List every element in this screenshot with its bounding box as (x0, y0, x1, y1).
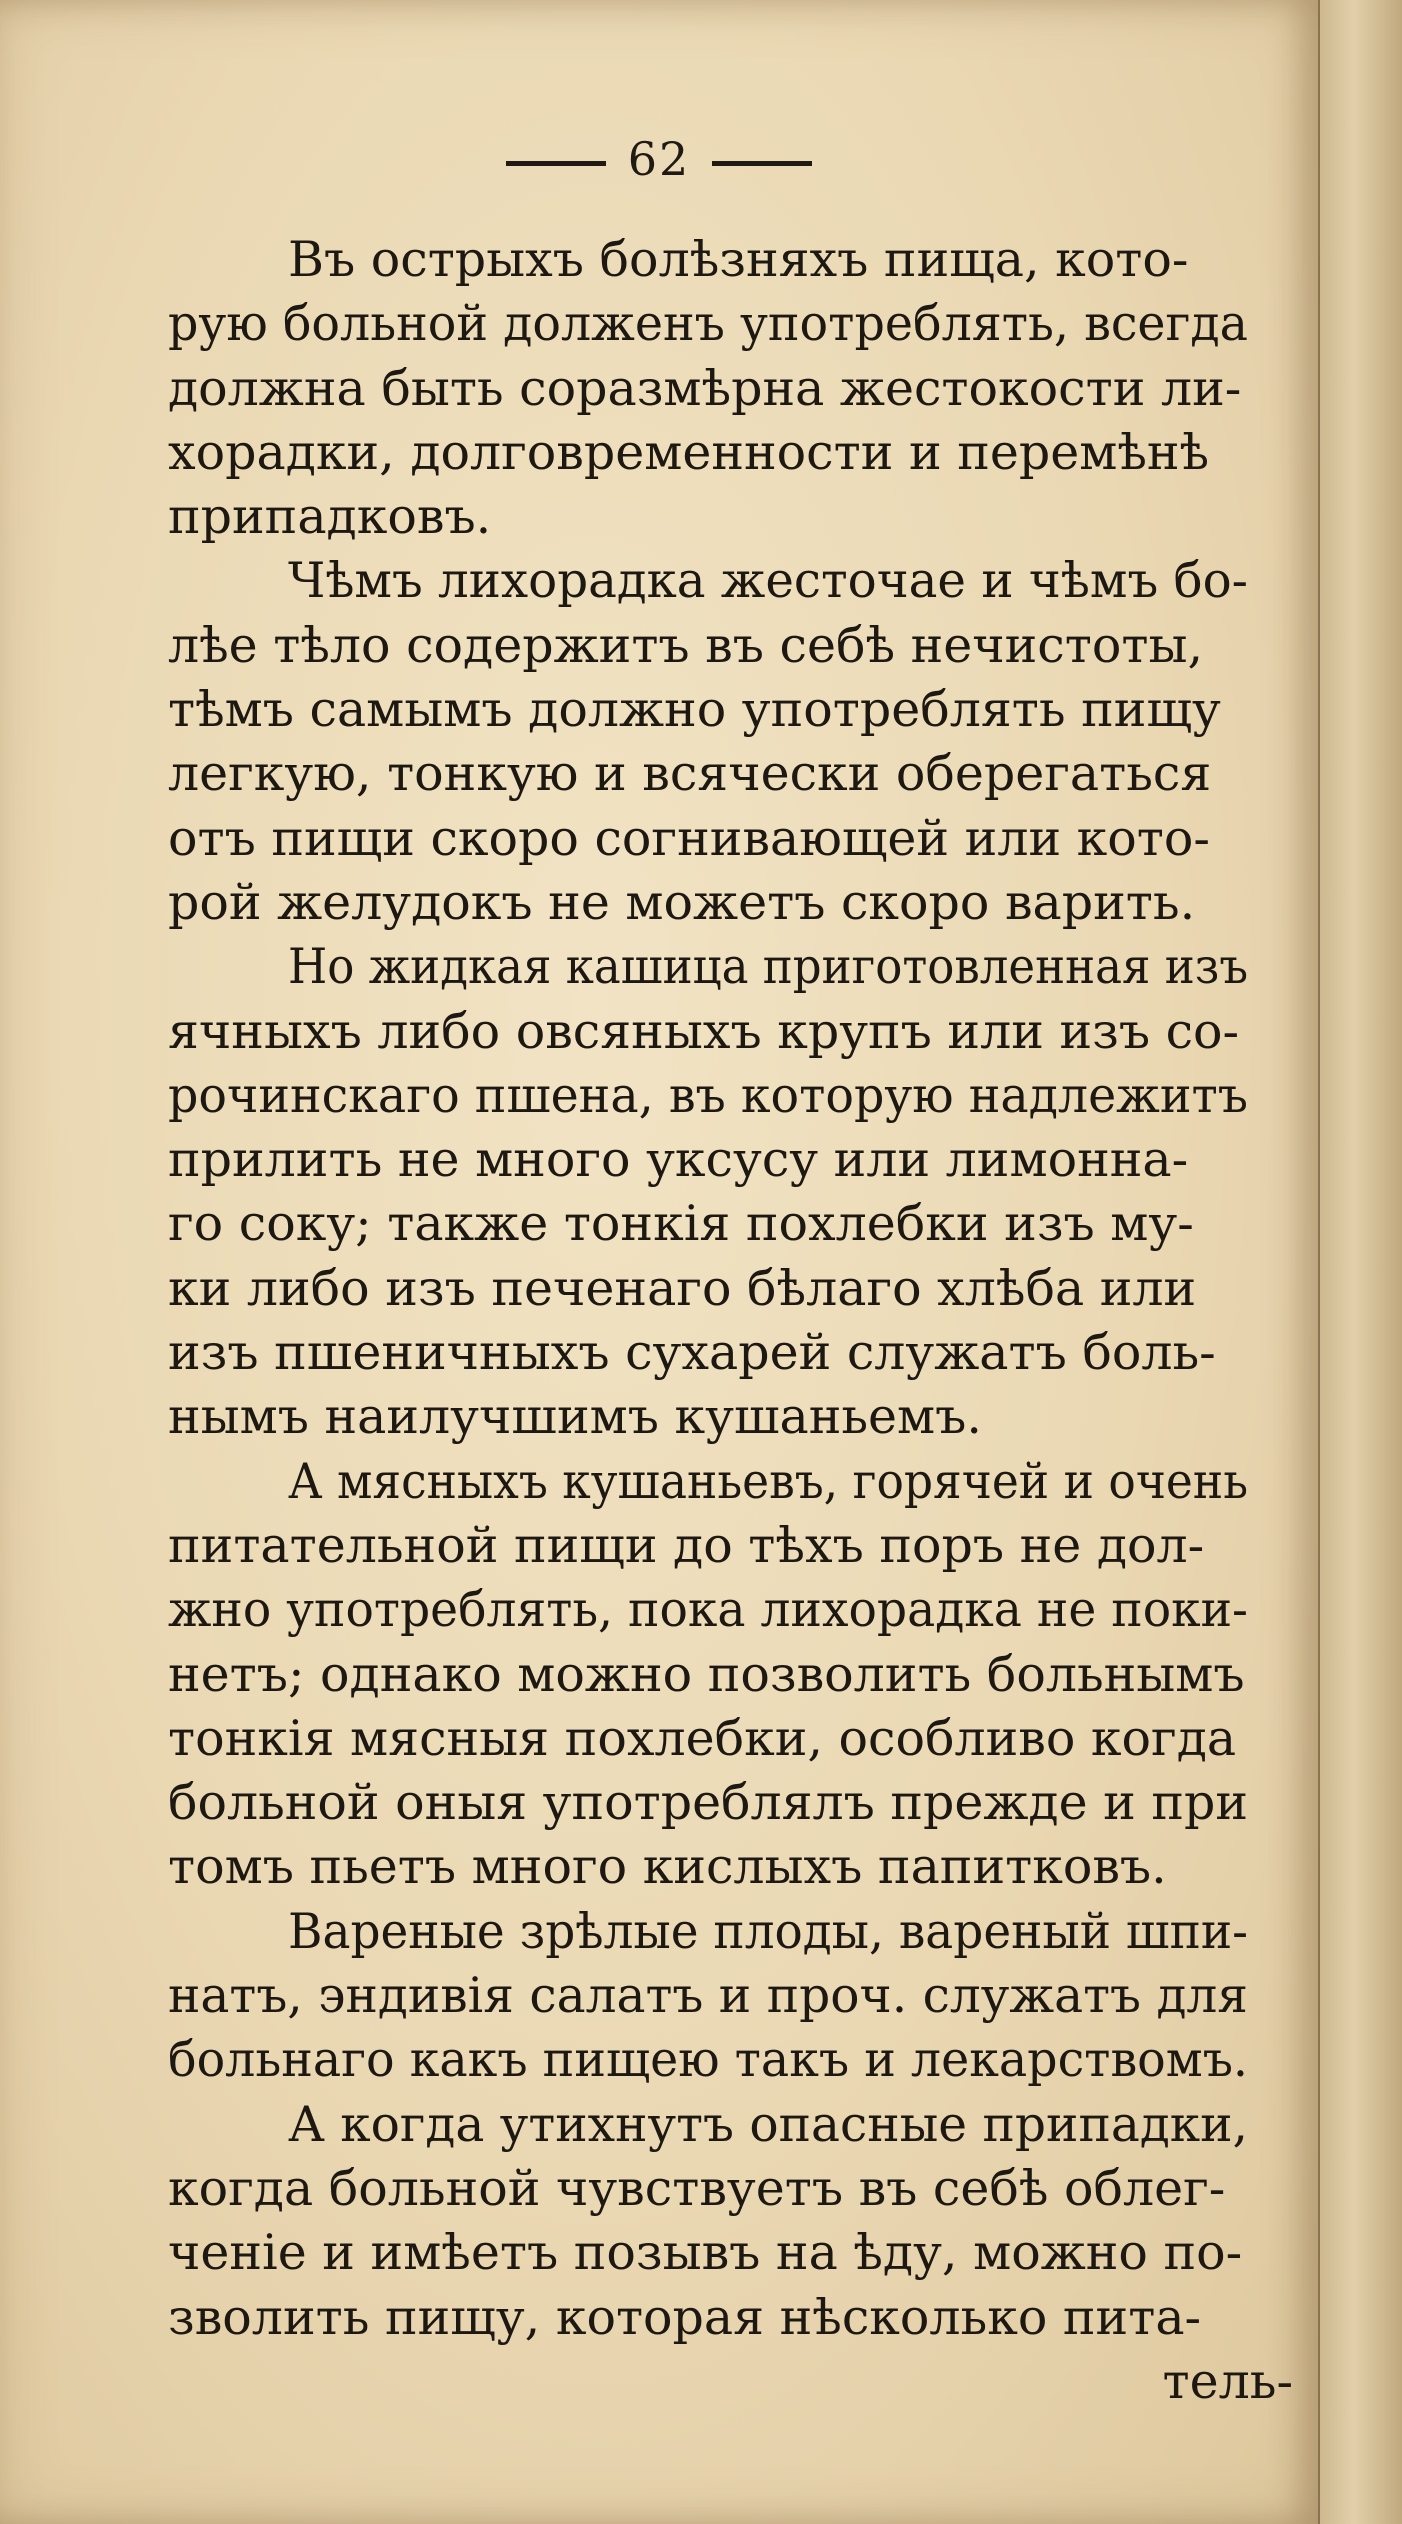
text-line: тѣмъ самымъ должно употреблять пищу (168, 681, 1221, 739)
text-line: А мясныхъ кушаньевъ, горячей и очень (288, 1452, 1248, 1510)
text-line: тонкія мясныя похлебки, особливо когда (168, 1709, 1237, 1767)
text-line: припадковъ. (168, 488, 492, 546)
text-line: должна быть соразмѣрна жестокости ли- (168, 359, 1242, 417)
page-number: 62 (627, 132, 691, 186)
text-line: питательной пищи до тѣхъ поръ не дол- (168, 1516, 1205, 1574)
text-line: ченіе и имѣетъ позывъ на ѣду, можно по- (168, 2224, 1243, 2282)
text-line: хорадки, долговременности и перемѣнѣ (168, 423, 1210, 481)
text-line: жно употреблять, пока лихорадка не поки- (168, 1581, 1248, 1639)
header-dash-left (506, 161, 606, 166)
body-text (168, 228, 1328, 2414)
text-line: лѣе тѣло содержитъ въ себѣ нечистоты, (168, 616, 1204, 674)
text-line: легкую, тонкую и всячески оберегаться (168, 745, 1212, 803)
text-line: больнаго какъ пищею такъ и лекарствомъ. (168, 2031, 1248, 2089)
text-line: натъ, эндивія салатъ и проч. служатъ для (168, 1967, 1248, 2025)
page-header (0, 132, 1318, 186)
text-line: рочинскаго пшена, въ которую надлежитъ (168, 1066, 1248, 1124)
catchword: тель- (1162, 2352, 1293, 2410)
text-line: ки либо изъ печенаго бѣлаго хлѣба или (168, 1259, 1197, 1317)
text-line: томъ пьетъ много кислыхъ папитковъ. (168, 1838, 1167, 1896)
text-line: нымъ наилучшимъ кушаньемъ. (168, 1388, 982, 1446)
adjacent-page-edge (1318, 0, 1402, 2524)
text-line: ячныхъ либо овсяныхъ крупъ или изъ со- (168, 1002, 1240, 1060)
text-line: отъ пищи скоро согнивающей или кото- (168, 809, 1210, 867)
text-line: изъ пшеничныхъ сухарей служатъ боль- (168, 1324, 1216, 1382)
text-line: больной оныя употреблялъ прежде и при (168, 1774, 1248, 1832)
text-line: рую больной долженъ употреблять, всегда (168, 295, 1248, 353)
text-line: Чѣмъ лихорадка жесточае и чѣмъ бо- (288, 552, 1248, 610)
text-line: нетъ; однако можно позволить больнымъ (168, 1645, 1245, 1703)
text-line: Въ острыхъ болѣзняхъ пища, кото- (288, 231, 1189, 288)
text-line: когда больной чувствуетъ въ себѣ облег- (168, 2159, 1226, 2217)
header-dash-right (712, 161, 812, 166)
text-line: Вареные зрѣлые плоды, вареный шпи- (288, 1902, 1248, 1960)
text-line: прилить не много уксусу или лимонна- (168, 1131, 1189, 1189)
text-line: рой желудокъ не можетъ скоро варить. (168, 873, 1196, 931)
text-line: А когда утихнутъ опасные припадки, (288, 2095, 1248, 2153)
text-line: Но жидкая кашица приготовленная изъ (288, 938, 1248, 996)
text-line: зволить пищу, которая нѣсколько пита- (168, 2288, 1202, 2346)
text-line: го соку; также тонкія похлебки изъ му- (168, 1195, 1194, 1253)
